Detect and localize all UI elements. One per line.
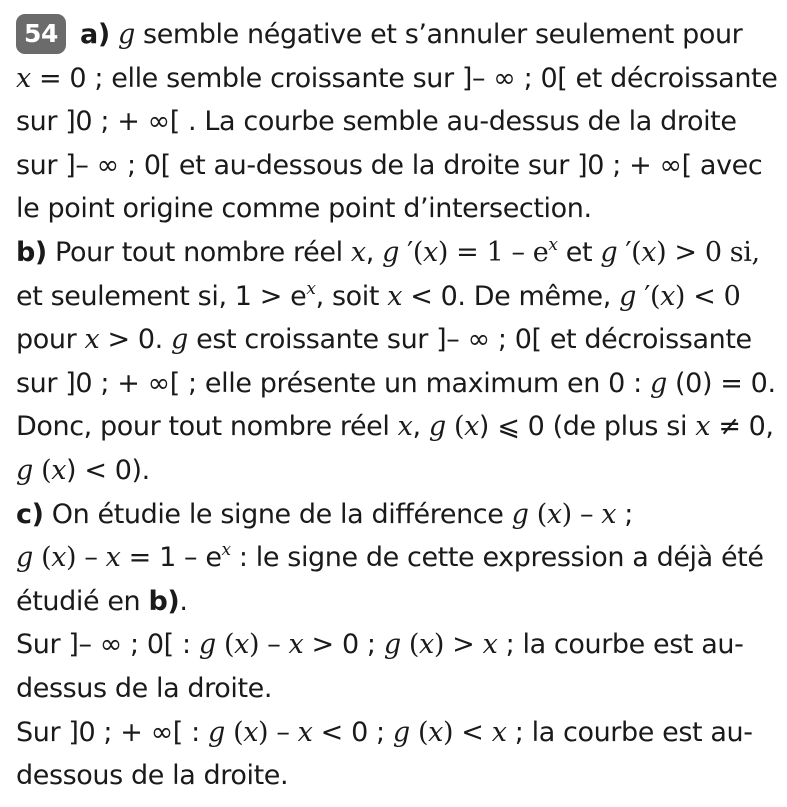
text-line <box>16 493 633 537</box>
text-segment: ( <box>528 498 547 530</box>
text-segment: x <box>482 629 498 661</box>
text-segment: ) > <box>433 629 483 661</box>
text-segment: ′( <box>398 237 424 268</box>
text-segment: g <box>16 455 33 486</box>
text-segment: ( <box>409 716 429 748</box>
text-segment: g <box>117 19 135 50</box>
text-segment: , <box>412 411 429 443</box>
text-segment: dessous de la droite. <box>16 760 289 792</box>
text-segment: g <box>649 367 667 399</box>
text-line <box>16 100 737 144</box>
text-segment: ( <box>400 629 420 661</box>
text-segment: et <box>557 237 601 268</box>
text-segment: g <box>171 324 188 356</box>
exponent: x <box>548 235 558 255</box>
text-segment: sur ]– ∞ ; 0[ et au-dessous de la droite sur ]0 ; + ∞[ avec <box>16 149 763 181</box>
text-line <box>16 318 752 362</box>
part-label: b) <box>148 585 180 617</box>
text-segment: x <box>660 280 675 312</box>
text-segment: , <box>365 237 383 268</box>
text-segment: , soit <box>315 280 388 312</box>
text-segment: ′( <box>617 237 642 268</box>
text-line <box>16 362 776 406</box>
text-segment: sur ]0 ; + ∞[ ; elle présente un maximum en 0 : <box>16 367 650 399</box>
text-segment: g <box>198 629 216 661</box>
text-line <box>16 580 188 624</box>
text-segment: dessus de la droite. <box>16 673 273 704</box>
text-segment: ; <box>616 498 633 530</box>
text-segment: x <box>297 716 313 748</box>
text-line <box>16 536 764 580</box>
text-segment: Sur ]0 ; + ∞[ : <box>16 716 208 748</box>
text-line <box>16 449 150 493</box>
text-segment: x <box>234 629 249 661</box>
text-segment: g <box>16 542 33 574</box>
text-segment: pour <box>16 324 85 356</box>
text-segment: Sur ]– ∞ ; 0[ : <box>16 629 199 661</box>
text-line <box>16 754 288 798</box>
text-segment: x <box>695 411 711 443</box>
text-line <box>16 187 592 231</box>
text-segment: g <box>428 411 446 443</box>
text-segment: ) – <box>258 716 298 748</box>
text-segment: ( <box>215 629 235 661</box>
text-segment: ) ⩽ 0 (de plus si <box>478 411 696 443</box>
text-segment: g <box>600 237 618 268</box>
text-segment: On étudie le signe de la différence <box>43 498 512 530</box>
text-segment: ) = 1 – e <box>437 237 549 268</box>
text-segment: ; la courbe est au- <box>497 629 744 661</box>
text-segment: (0) = 0. <box>666 367 776 399</box>
text-segment <box>110 19 118 50</box>
text-segment: g <box>619 280 637 312</box>
text-segment: < 0 ; <box>312 716 393 748</box>
text-line <box>16 13 742 57</box>
text-segment: x <box>243 716 259 748</box>
text-line <box>16 667 272 711</box>
part-label: a) <box>80 19 110 50</box>
text-segment: x <box>419 629 434 661</box>
text-line <box>16 57 777 101</box>
text-segment: ; la courbe est au- <box>506 716 753 748</box>
text-segment: . <box>179 585 188 617</box>
text-segment: x <box>464 411 479 443</box>
text-segment: ) – <box>561 498 602 530</box>
text-segment: g <box>382 237 399 268</box>
text-segment: est croissante sur ]– ∞ ; 0[ et décroissante <box>187 324 752 356</box>
text-segment: x <box>428 716 443 748</box>
text-segment: x <box>51 455 67 486</box>
exponent: x <box>221 540 231 561</box>
part-label: c) <box>16 498 44 530</box>
text-segment: g <box>511 498 529 530</box>
text-segment: ) > 0 si, <box>656 237 760 268</box>
text-line <box>16 231 760 275</box>
text-line <box>16 144 762 188</box>
text-segment: x <box>423 237 438 268</box>
text-segment: étudié en <box>16 585 149 617</box>
text-segment: g <box>383 629 401 661</box>
text-segment: x <box>16 62 31 94</box>
exponent: x <box>306 278 316 299</box>
text-segment: g <box>392 716 410 748</box>
text-segment: < 0. De même, <box>402 280 620 312</box>
text-line <box>16 623 743 667</box>
text-segment: ) < 0 <box>674 280 741 312</box>
text-segment: > 0 ; <box>303 629 384 661</box>
text-segment: x <box>491 716 507 748</box>
text-segment: et seulement si, 1 > e <box>16 280 307 312</box>
text-segment: x <box>641 237 657 268</box>
text-segment: ) – <box>66 542 106 574</box>
text-segment: : le signe de cette expression a déjà été <box>230 542 764 574</box>
text-segment: x <box>350 237 366 268</box>
text-segment: ( <box>224 716 244 748</box>
text-segment: x <box>51 542 67 574</box>
text-segment: sur ]0 ; + ∞[ . La courbe semble au-dessus de la droite <box>16 106 737 138</box>
text-segment: semble négative et s’annuler seulement pour <box>134 19 743 50</box>
part-label: b) <box>16 237 47 268</box>
text-segment: x <box>288 629 304 661</box>
text-segment: ) – <box>248 629 289 661</box>
text-segment: g <box>208 716 225 748</box>
text-line <box>16 275 740 319</box>
text-segment: = 1 – e <box>120 542 222 574</box>
text-segment: ) < <box>442 716 492 748</box>
text-segment: x <box>601 498 617 530</box>
text-segment: ( <box>32 455 52 486</box>
text-segment: le point origine comme point d’intersection. <box>16 193 592 225</box>
text-line <box>16 405 774 449</box>
text-segment: ( <box>445 411 465 443</box>
text-segment: ( <box>32 542 52 574</box>
text-segment: x <box>84 324 100 356</box>
text-segment: ≠ 0, <box>710 411 774 443</box>
text-segment: x <box>546 498 562 530</box>
text-segment: x <box>387 280 403 312</box>
text-segment: ) < 0). <box>66 455 150 486</box>
text-segment: Donc, pour tout nombre réel <box>16 411 398 443</box>
text-segment: ′( <box>636 280 661 312</box>
text-segment: x <box>397 411 413 443</box>
text-line <box>16 711 753 755</box>
text-segment: Pour tout nombre réel <box>46 237 351 268</box>
exercise-number-badge: 54 <box>16 14 66 54</box>
text-segment: x <box>105 542 121 574</box>
text-segment: > 0. <box>99 324 172 356</box>
text-segment: = 0 ; elle semble croissante sur ]– ∞ ; 0[ et décroissante <box>30 62 778 94</box>
